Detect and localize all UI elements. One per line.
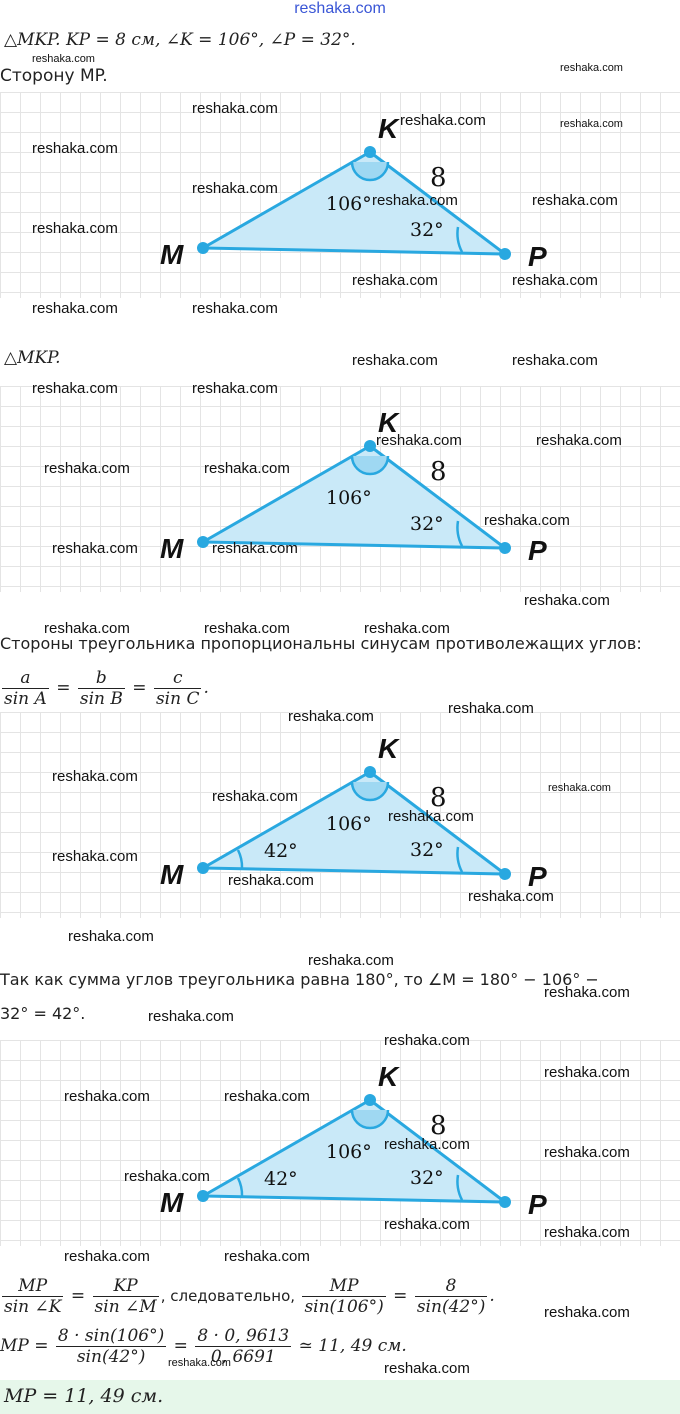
watermark: reshaka.com (544, 1304, 630, 1321)
step2-text: Стороны треугольника пропорциональны синусам противолежащих углов: (0, 634, 642, 653)
vertex-k-dot (364, 766, 376, 778)
den: sin(106°) (304, 1297, 384, 1317)
den: sin A (4, 689, 47, 709)
watermark: reshaka.com (384, 1216, 470, 1233)
vertex-m-label: M (160, 859, 184, 890)
watermark: reshaka.com (64, 1088, 150, 1105)
num: KP (93, 1276, 159, 1297)
watermark: reshaka.com (376, 432, 462, 449)
watermark: reshaka.com (228, 872, 314, 889)
num: MP (302, 1276, 385, 1297)
watermark: reshaka.com (400, 112, 486, 129)
answer-box (0, 1380, 680, 1414)
angle-k-label: 106° (326, 487, 372, 509)
watermark: reshaka.com (532, 192, 618, 209)
angle-m-label: 42° (264, 1168, 298, 1190)
watermark: reshaka.com (512, 272, 598, 289)
step1-title: △MKP. (4, 348, 61, 368)
equals: = (132, 678, 147, 698)
watermark: reshaka.com (384, 1032, 470, 1049)
fraction-c (154, 668, 202, 709)
period: . (489, 1286, 495, 1306)
watermark: reshaka.com (204, 620, 290, 637)
vertex-p-label: P (528, 1189, 547, 1220)
den: sin ∠M (94, 1297, 157, 1317)
vertex-k-label: K (378, 113, 399, 144)
watermark: reshaka.com (536, 432, 622, 449)
given-text: △MKP. KP = 8 см, ∠K = 106°, ∠P = 32°. (4, 30, 356, 50)
watermark: reshaka.com (364, 620, 450, 637)
therefore-text: , следовательно, (160, 1287, 296, 1305)
num: MP (2, 1276, 63, 1297)
vertex-k-label: K (378, 733, 399, 764)
figure-2 (0, 386, 680, 592)
angle-p-label: 32° (410, 1167, 444, 1189)
watermark: reshaka.com (524, 592, 610, 609)
watermark: reshaka.com (192, 180, 278, 197)
period: . (203, 678, 209, 698)
vertex-p-label: P (528, 861, 547, 892)
watermark: reshaka.com (544, 1224, 630, 1241)
equals: = (56, 678, 71, 698)
watermark: reshaka.com (52, 848, 138, 865)
watermark: reshaka.com (212, 540, 298, 557)
angle-k-label: 106° (326, 1141, 372, 1163)
fraction-8-sin42 (415, 1276, 488, 1317)
vertex-k-dot (364, 440, 376, 452)
triangle-figure-2 (0, 386, 680, 592)
watermark: reshaka.com (32, 53, 95, 65)
watermark: reshaka.com (544, 1144, 630, 1161)
den: sin(42°) (76, 1347, 146, 1367)
angle-p-label: 32° (410, 219, 444, 241)
num: b (78, 668, 125, 689)
num: 8 · sin(106°) (57, 1326, 165, 1346)
watermark: reshaka.com (168, 1357, 231, 1369)
watermark: reshaka.com (32, 380, 118, 397)
triangle-figure-3 (0, 712, 680, 918)
watermark: reshaka.com (448, 700, 534, 717)
watermark: reshaka.com (548, 782, 611, 794)
fraction-mp-sink (2, 1276, 63, 1317)
num: 8 · 0, 9613 (197, 1326, 290, 1346)
vertex-m-label: M (160, 1187, 184, 1218)
watermark: reshaka.com (224, 1088, 310, 1105)
fraction-kp-sinm (93, 1276, 159, 1317)
side-kp-label: 8 (430, 457, 447, 487)
watermark: reshaka.com (372, 192, 458, 209)
angle-k-label: 106° (326, 193, 372, 215)
calc-lhs: MP = (0, 1336, 49, 1356)
watermark: reshaka.com (560, 118, 623, 130)
den: sin C (155, 689, 200, 709)
watermark: reshaka.com (544, 984, 630, 1001)
vertex-p-label: P (528, 535, 547, 566)
watermark: reshaka.com (32, 300, 118, 317)
vertex-m-dot (197, 536, 209, 548)
equals: = (173, 1336, 188, 1356)
fraction-b (78, 668, 125, 709)
step3-line1: Так как сумма углов треугольника равна 180°, то ∠M = 180° − 106° − (0, 970, 599, 989)
vertex-m-dot (197, 242, 209, 254)
side-kp-label: 8 (430, 1111, 447, 1141)
side-kp-label: 8 (430, 783, 447, 813)
angle-k-label: 106° (326, 813, 372, 835)
watermark: reshaka.com (512, 352, 598, 369)
vertex-m-dot (197, 1190, 209, 1202)
watermark: reshaka.com (44, 460, 130, 477)
den: sin(42°) (416, 1297, 486, 1317)
vertex-m-label: M (160, 533, 184, 564)
vertex-p-dot (499, 248, 511, 260)
watermark: reshaka.com (32, 140, 118, 157)
watermark: reshaka.com (388, 808, 474, 825)
den: sin B (79, 689, 123, 709)
vertex-k-label: K (378, 1061, 399, 1092)
vertex-p-dot (499, 868, 511, 880)
watermark: reshaka.com (352, 272, 438, 289)
watermark: reshaka.com (384, 1360, 470, 1377)
figure-3 (0, 712, 680, 918)
side-kp-label: 8 (430, 163, 447, 193)
den: sin ∠K (4, 1297, 62, 1317)
watermark: reshaka.com (32, 220, 118, 237)
vertex-k-dot (364, 146, 376, 158)
angle-p-label: 32° (410, 839, 444, 861)
num: a (2, 668, 49, 689)
den: 0, 6691 (210, 1347, 276, 1367)
given-line (4, 30, 356, 50)
watermark: reshaka.com (288, 708, 374, 725)
vertex-k-dot (364, 1094, 376, 1106)
watermark: reshaka.com (224, 1248, 310, 1265)
answer-text: MP = 11, 49 см. (4, 1385, 164, 1407)
step3-line2: 32° = 42°. (0, 1004, 86, 1023)
watermark: reshaka.com (68, 928, 154, 945)
angle-p-label: 32° (410, 513, 444, 535)
watermark: reshaka.com (192, 380, 278, 397)
step2-formula (0, 668, 209, 709)
calc-result: ≃ 11, 49 см. (298, 1336, 407, 1356)
fraction-mp-sin106 (302, 1276, 385, 1317)
watermark: reshaka.com (192, 300, 278, 317)
vertex-p-dot (499, 542, 511, 554)
watermark: reshaka.com (204, 460, 290, 477)
num: c (154, 668, 202, 689)
vertex-m-label: M (160, 239, 184, 270)
watermark: reshaka.com (52, 768, 138, 785)
watermark: reshaka.com (560, 62, 623, 74)
watermark: reshaka.com (64, 1248, 150, 1265)
watermark: reshaka.com (384, 1136, 470, 1153)
site-url[interactable]: reshaka.com (294, 0, 386, 17)
equals: = (70, 1286, 86, 1306)
num: 8 (415, 1276, 488, 1297)
find-line: Сторону MP. (0, 66, 108, 86)
vertex-p-label: P (528, 241, 547, 272)
vertex-m-dot (197, 862, 209, 874)
sine-law-equation (0, 1276, 495, 1317)
watermark: reshaka.com (484, 512, 570, 529)
watermark: reshaka.com (308, 952, 394, 969)
watermark: reshaka.com (352, 352, 438, 369)
watermark: reshaka.com (544, 1064, 630, 1081)
watermark: reshaka.com (52, 540, 138, 557)
angle-m-label: 42° (264, 840, 298, 862)
watermark: reshaka.com (148, 1008, 234, 1025)
fraction-a (2, 668, 49, 709)
watermark: reshaka.com (124, 1168, 210, 1185)
fraction-calc-1 (56, 1326, 166, 1367)
vertex-p-dot (499, 1196, 511, 1208)
watermark: reshaka.com (192, 100, 278, 117)
watermark: reshaka.com (44, 620, 130, 637)
vertex-k-label: K (378, 407, 399, 438)
watermark: reshaka.com (212, 788, 298, 805)
equals: = (393, 1286, 408, 1306)
watermark: reshaka.com (468, 888, 554, 905)
